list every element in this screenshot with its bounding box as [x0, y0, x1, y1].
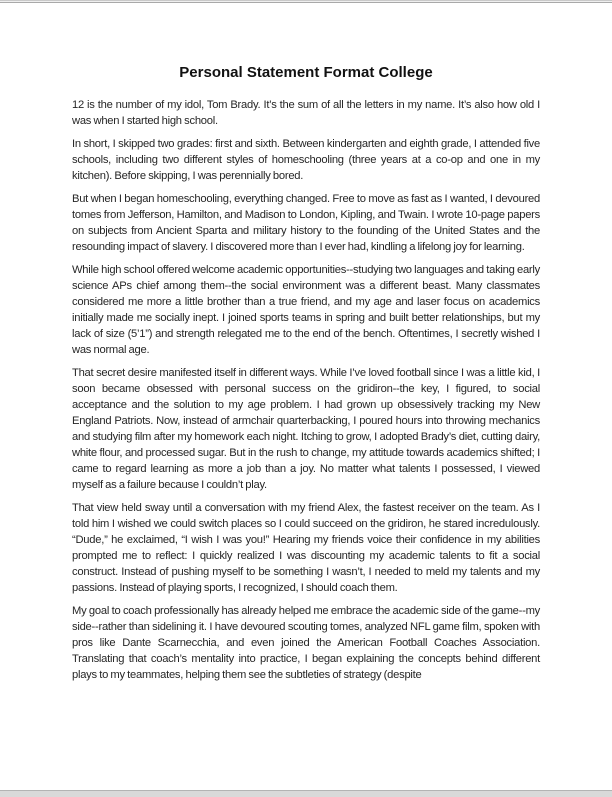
document-content — [72, 0, 540, 690]
paragraph-4: While high school offered welcome academic opportunities--studying two languages and taking early science APs chief among them--the social environment was a different beast. Many classmates considered me more a little brother than a true friend, and my age and laser focus on academics initially made me socially inept. I joined sports teams in spring and built better relationships, but my lack of size (5’1”) and strength relegated me to the end of the bench. Oftentimes, I secretly wished I was normal age. — [72, 264, 540, 356]
paragraph-6: That view held sway until a conversation with my friend Alex, the fastest receiver on the team. As I told him I wished we could switch places so I could succeed on the gridiron, he stared incredulously. “Dude,” he exclaimed, “I wish I was you!” Hearing my friends voice their confidence in my abilities prompted me to reflect: I quickly realized I was discounting my academic talents to fit a social construct. Instead of pushing myself to be something I wasn’t, I needed to meld my talents and my passions. Instead of playing sports, I recognized, I should coach them. — [72, 502, 540, 594]
paragraph-5: That secret desire manifested itself in different ways. While I’ve loved football since I was a little kid, I soon became obsessed with personal success on the gridiron--the key, I figured, to social acceptance and the solution to my age problem. I had grown up obsessively tracking my New England Patriots. Now, instead of armchair quarterbacking, I poured hours into throwing mechanics and studying film after my homework each night. Itching to grow, I adopted Brady’s diet, cutting dairy, white flour, and processed sugar. But in the rush to change, my attitude towards academics shifted; I came to regard learning as more a job than a joy. No matter what talents I possessed, I viewed myself as a failure because I couldn’t play. — [72, 367, 540, 491]
document-title: Personal Statement Format College — [179, 64, 433, 81]
paragraph-1: 12 is the number of my idol, Tom Brady. It’s the sum of all the letters in my name. It’s also how old I was when I started high school. — [72, 99, 540, 127]
paragraph-2: In short, I skipped two grades: first and sixth. Between kindergarten and eighth grade, I attended five schools, including two different styles of homeschooling (three years at a co-op and one in my kitchen). Before skipping, I was perennially bored. — [72, 138, 540, 182]
page-bottom-border — [0, 790, 612, 797]
paragraph-7: My goal to coach professionally has already helped me embrace the academic side of the game--my side--rather than sidelining it. I have devoured scouting tomes, analyzed NFL game film, spoken with pros like Dante Scarnecchia, and even joined the American Football Coaches Association. Translating that coach’s mentality into practice, I began explaining the concepts behind different plays to my teammates, helping them see the subtleties of strategy (despite — [72, 605, 540, 681]
paragraph-3: But when I began homeschooling, everything changed. Free to move as fast as I wanted, I devoured tomes from Jefferson, Hamilton, and Madison to London, Kipling, and Twain. I wrote 10-page papers on subjects from Ancient Sparta and military history to the founding of the United States and the resounding impact of slavery. I discovered more than I ever had, kindling a lifelong joy for learning. — [72, 193, 540, 253]
